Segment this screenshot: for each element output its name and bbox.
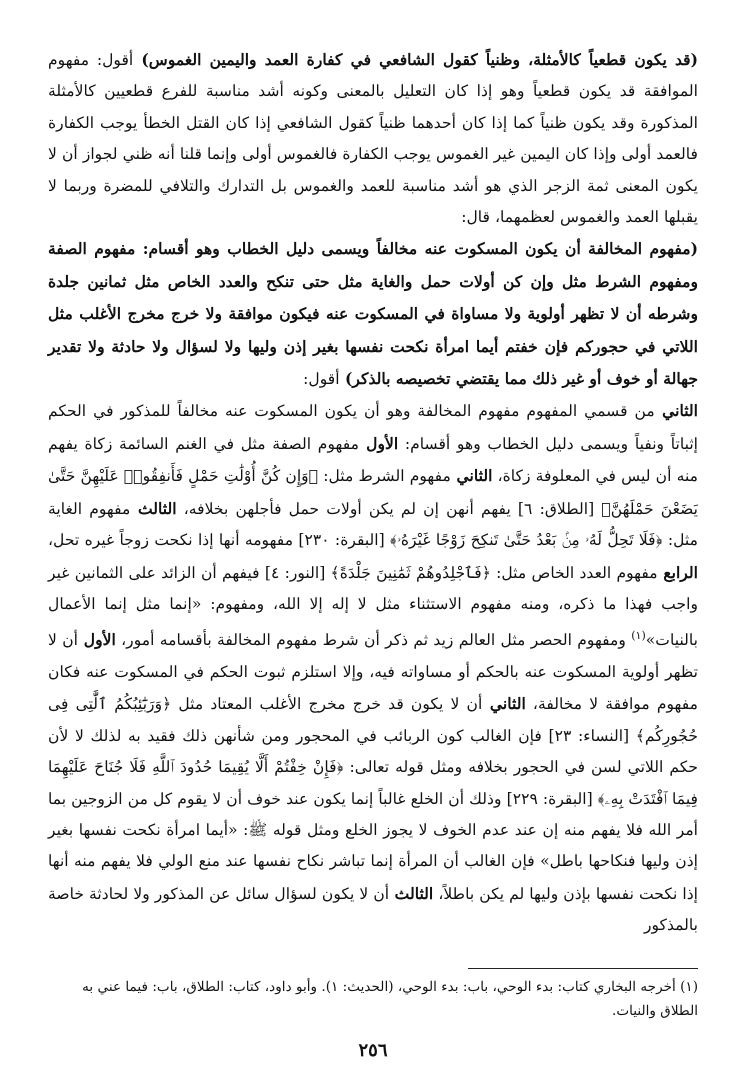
text-run: أقول: (303, 370, 340, 389)
text-run: مفهوم الغاية مثل: ﴿فَلَا تَحِلُّ لَهُۥ مِنۢ بَعْدُ حَتَّىٰ تَنكِحَ زَوْجًا غَيْرَهُۥ﴾ [البقرة: ٢٣٠] مفهومه أنها إذا نكحت زوجاً غيره تحل، (48, 499, 698, 550)
text-run: مفهوم الشرط مثل: ﴿وَإِن كُنَّ أُوْلَٰتِ حَمْلٍ فَأَنفِقُوا۟ عَلَيْهِنَّ حَتَّىٰ يَضَعْنَ حَمْلَهُنَّ﴾ [الطلاق: ٦] يفهم أنهن إن لم يكن أولات حمل فأجلهن بخلافه، (48, 467, 698, 518)
text-run: أن لا يكون لسؤال سائل عن المذكور ولا لحادثة خاصة بالمذكور (48, 884, 698, 935)
paragraph (48, 44, 698, 233)
bold-run: الثاني (654, 401, 698, 421)
bold-run: (قد يكون قطعياً كالأمثلة، وظنياً كقول الشافعي في كفارة العمد واليمين الغموس) (133, 50, 698, 69)
footnote-ref[interactable]: (١) (631, 629, 646, 643)
bold-run: الأول (77, 630, 116, 650)
text-run: من قسمي المفهوم مفهوم المخالفة وهو أن يكون المسكوت عنه مخالفاً للمذكور في الحكم إثباتاً ونفياً ويسمى دليل الخطاب وهو أقسام: (48, 402, 698, 453)
text-run: مفهوم الصفة مثل في الغنم السائمة زكاة يفهم منه أن ليس في المعلوفة زكاة، (48, 434, 699, 486)
body-text (48, 44, 698, 942)
bold-run: الثاني (450, 466, 493, 486)
bold-run: الأول (358, 433, 399, 453)
text-run: أقول: مفهوم الموافقة قد يكون قطعياً وهو إذا كان التعليل بالمعنى وكونه أشد مناسبة للفرع قطعيين كالأمثلة المذكورة وقد يكون ظنياً كما إذا كان أحدهما ظنياً كقول الشافعي إذا كان القتل الخطأ يوجب الكفارة فالعمد أولى وإذا كان اليمين غير الغموس يوجب الكفارة فالغموس أولى وإنما قلنا أنه ظني لجواز أن لا يكون المعنى ثمة الزجر الذي هو أشد مناسبة للعمد والغموس بل التدارك والتلافي للمضرة وربما لا يقبلها العمد والغموس لعظمهما، قال: (48, 51, 698, 227)
paragraph (48, 233, 698, 395)
paragraph (48, 395, 698, 941)
text-run: ومفهوم الحصر مثل العالم زيد ثم ذكر أن شرط مفهوم المخالفة بأقسامه أمور، (115, 631, 632, 650)
footnote-item: (١) أخرجه البخاري كتاب: بدء الوحي، باب: بدء الوحي، (الحديث: ١). وأبو داود، كتاب: الطلاق، باب: فيما عني به الطلاق والنيات. (82, 978, 698, 1019)
text-run: مفهوم العدد الخاص مثل: ﴿فَٱجْلِدُوهُمْ ثَمَٰنِينَ جَلْدَةً﴾ [النور: ٤] فيفهم أن الزائد على الثمانين غير واجب فهذا ما ذكره، ومنه مفهوم الاستثناء مثل لا إله إلا الله، ومفهوم: «إنما مثل إنما الأعمال بالنيات» (48, 563, 698, 650)
footnotes (48, 975, 698, 1023)
bold-run: الثالث (389, 883, 434, 903)
text-run: أن لا يكون قد خرج مخرج الأغلب المعتاد مثل ﴿وَرَبَٰٓئِبُكُمُ ٱلَّٰتِى فِى حُجُورِكُم﴾ [النساء: ٢٣] فإن الغالب كون الربائب في المحجور ومن شأنهن ذلك فقيد به لذلك لا لأن حكم اللاتي لسن في الحجور بخلافه ومثل قوله تعالى: ﴿فَإِنْ خِفْتُمْ أَلَّا يُقِيمَا حُدُودَ ٱللَّهِ فَلَا جُنَاحَ عَلَيْهِمَا فِيمَا ٱفْتَدَتْ بِهِۦ﴾ [البقرة: ٢٢٩] وذلك أن الخلع غالباً إنما يكون عند خوف أن لا يقوم كل من الزوجين بما أمر الله فلا يفهم منه إن عند عدم الخوف لا يجوز الخلع ومثل قوله ﷺ: «أيما امرأة نكحت نفسها بغير إذن وليها فنكاحها باطل» فإن الغالب أن المرأة إنما تباشر نكاح نفسها عند منع الولي فلا يفهم منه أنها إذا نكحت نفسها بإذن وليها لم يكن باطلاً، (48, 695, 698, 903)
bold-run: الثاني (482, 694, 526, 714)
text-run: أن لا تظهر أولوية المسكوت عنه بالحكم أو مساواته فيه، وإلا استلزم ثبوت الحكم في المسكوت عنه فكان مفهوم موافقة لا مخالفة، (48, 631, 698, 714)
bold-run: (مفهوم المخالفة أن يكون المسكوت عنه مخالفاً ويسمى دليل الخطاب وهو أقسام: مفهوم الصفة ومفهوم الشرط مثل وإن كن أولات حمل والغاية مثل حتى تنكح والعدد الخاص مثل ثمانين جلدة وشرطه أن لا تظهر أولوية ولا مساواة في المسكوت عنه فيكون موافقة ولا خرج مخرج الأغلب مثل اللاتي في حجوركم فإن خفتم أيما امرأة نكحت نفسها بغير إذن وليها ولا لسؤال ولا حادثة ولا تقدير جهالة أو خوف أو غير ذلك مما يقتضي تخصيصه بالذكر) (48, 239, 698, 389)
footnote-separator (468, 968, 698, 969)
page-number: ٢٥٦ (358, 1040, 388, 1061)
bold-run: الثالث (130, 498, 177, 518)
bold-run: الرابع (657, 562, 698, 582)
